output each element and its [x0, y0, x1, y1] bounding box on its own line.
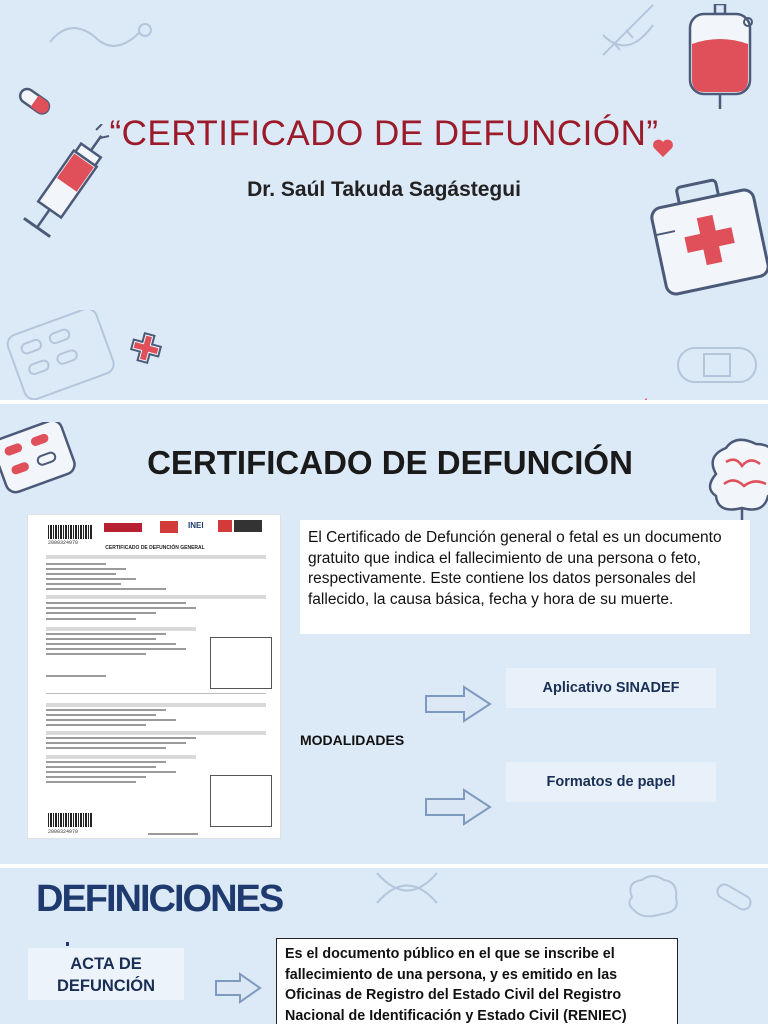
document-form-line [46, 643, 176, 645]
health-ministry-logo-icon [234, 520, 262, 532]
document-form-line [46, 724, 146, 726]
pill-blister-icon [6, 310, 116, 400]
document-form-line [46, 771, 176, 773]
document-form-line [46, 709, 166, 711]
document-form-line [46, 776, 146, 778]
section-title: CERTIFICADO DE DEFUNCIÓN [147, 444, 633, 481]
document-form-line [46, 627, 196, 631]
document-form-line [46, 766, 156, 768]
bullet-mark [66, 942, 69, 946]
section-title: DEFINICIONES [36, 878, 283, 920]
arrow-right-icon [424, 788, 492, 831]
document-form-line [46, 693, 266, 694]
flag-icon [218, 520, 232, 532]
document-form-line [46, 714, 156, 716]
barcode-icon [48, 525, 92, 539]
barcode-number: 2000324970 [48, 829, 79, 835]
pill-capsule-icon [712, 882, 756, 912]
document-form-line [46, 781, 136, 783]
brain-icon [622, 872, 682, 922]
fingerprint-box [210, 775, 272, 827]
document-form-line [46, 737, 196, 739]
modality-paper: Formatos de papel [506, 762, 716, 802]
inei-logo: INEI [188, 521, 204, 530]
slide-certificate [0, 404, 768, 864]
slide-definitions [0, 868, 768, 1024]
document-header: CERTIFICADO DE DEFUNCIÓN GENERAL [105, 545, 205, 551]
document-form-line [46, 633, 166, 635]
certificate-document-image [27, 514, 281, 839]
barcode-number: 2000324970 [48, 540, 79, 546]
modalidades-label: MODALIDADES [300, 732, 405, 748]
barcode-icon [48, 813, 92, 827]
document-form-line [46, 607, 196, 609]
presentation-title: “CERTIFICADO DE DEFUNCIÓN” [109, 114, 659, 153]
document-form-line [46, 618, 136, 620]
description-text: El Certificado de Defunción general o fetal es un documento gratuito que indica el fallecimiento de una persona o feto, respectivamente. Este contiene los datos personales del fallecido, la causa básica, fecha y hora de su muerte. [300, 520, 750, 634]
peru-logo-icon [160, 521, 178, 533]
document-form-line [46, 638, 156, 640]
dna-icon [598, 0, 658, 60]
modality-sinadef: Aplicativo SINADEF [506, 668, 716, 708]
document-form-line [46, 703, 266, 707]
dna-icon [372, 868, 442, 908]
document-form-line [46, 653, 146, 655]
document-form-line [46, 755, 196, 759]
document-form-line [46, 602, 186, 604]
document-form-line [46, 719, 176, 721]
slide-title [0, 0, 768, 400]
stethoscope-icon [40, 12, 160, 72]
blood-bag-icon [680, 4, 760, 114]
document-form-line [46, 747, 166, 749]
document-form-line [46, 588, 166, 590]
document-form-line [46, 648, 186, 650]
document-form-line [46, 595, 266, 599]
bandage-icon [672, 340, 762, 390]
author-name: Dr. Saúl Takuda Sagástegui [247, 178, 521, 201]
document-form-line [46, 675, 106, 677]
fingerprint-box [210, 637, 272, 689]
arrow-right-icon [424, 685, 492, 728]
document-form-line [46, 573, 116, 575]
document-form-line [46, 568, 126, 570]
term-box: ACTA DE DEFUNCIÓN [28, 948, 184, 1000]
document-form-line [46, 555, 266, 559]
document-form-line [46, 612, 156, 614]
definition-text: Es el documento público en el que se inscribe el fallecimiento de una persona, y es emitido en las Oficinas de Registro del Estado Civil del Registro Nacional de Identificación y Estado Civil (RENIEC) [276, 938, 678, 1024]
document-form-line [46, 578, 136, 580]
medical-cross-icon [128, 330, 164, 366]
document-form-line [46, 761, 166, 763]
document-form-line [46, 731, 266, 735]
ministry-logo-icon [104, 523, 142, 532]
document-form-line [148, 833, 198, 835]
document-form-line [46, 742, 186, 744]
arrow-right-icon [214, 972, 262, 1009]
document-form-line [46, 563, 106, 565]
document-form-line [46, 583, 121, 585]
